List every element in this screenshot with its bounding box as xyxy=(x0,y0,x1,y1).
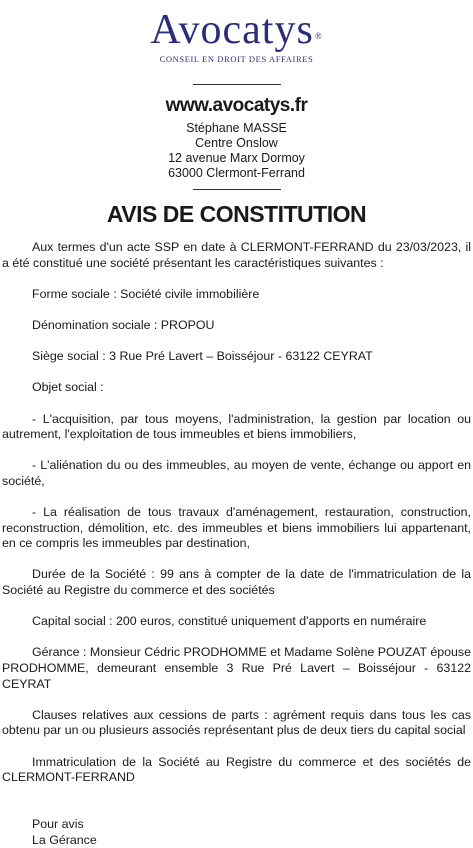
logo-name: Avocatys xyxy=(150,7,314,53)
paragraph: Objet social : xyxy=(32,380,104,395)
paragraph: Clauses relatives aux cessions de parts : agrément requis dans tous les cas obtenu par un ou plusieurs associés représentant plus de deux tiers du capital social xyxy=(2,707,471,738)
address-line: 63000 Clermont-Ferrand xyxy=(168,166,305,180)
website-link[interactable]: www.avocatys.fr xyxy=(165,95,308,116)
address-line: Centre Onslow xyxy=(195,136,278,150)
paragraph: Gérance : Monsieur Cédric PRODHOMME et Madame Solène POUZAT épouse PRODHOMME, demeurant ensemble 3 Rue Pré Lavert – Boisséjour - 63122 CEYRAT xyxy=(2,645,471,691)
divider-top xyxy=(193,84,281,85)
paragraph: Durée de la Société : 99 ans à compter de la date de l'immatriculation de la Société au Registre du commerce et des sociétés xyxy=(2,567,471,598)
paragraph: Siège social : 3 Rue Pré Lavert – Boisséjour - 63122 CEYRAT xyxy=(32,349,373,364)
signature-line: Pour avis xyxy=(32,816,84,831)
paragraph: - L'acquisition, par tous moyens, l'administration, la gestion par location ou autrement, l'exploitation de tous immeubles et biens immobiliers, xyxy=(2,411,471,442)
logo-tagline: CONSEIL EN DROIT DES AFFAIRES xyxy=(159,54,314,64)
address-line: 12 avenue Marx Dormoy xyxy=(168,151,305,165)
paragraph: - La réalisation de tous travaux d'aménagement, restauration, construction, reconstruction, démolition, etc. des immeubles et biens immobiliers lui appartenant, en ce compris les immeubles par destination, xyxy=(2,505,471,551)
paragraph: Capital social : 200 euros, constitué uniquement d'apports en numéraire xyxy=(32,614,427,629)
logo xyxy=(0,8,473,64)
address-line: Stéphane MASSE xyxy=(186,121,287,135)
signature-line: La Gérance xyxy=(32,832,97,847)
paragraph: Aux termes d'un acte SSP en date à CLERMONT-FERRAND du 23/03/2023, il a été constitué une société présentant les caractéristiques suivantes : xyxy=(2,240,471,270)
paragraph: Forme sociale : Société civile immobilière xyxy=(32,286,260,301)
paragraph: - L'aliénation du ou des immeubles, au moyen de vente, échange ou apport en société, xyxy=(2,458,471,488)
notice-body xyxy=(2,240,471,848)
notice-title: AVIS DE CONSTITUTION xyxy=(106,201,367,227)
address-block xyxy=(0,121,473,181)
paragraph: Dénomination sociale : PROPOU xyxy=(32,317,215,332)
paragraph: Immatriculation de la Société au Registre du commerce et des sociétés de CLERMONT-FERRAND xyxy=(2,754,471,785)
divider-middle xyxy=(193,189,281,190)
logo-registered-mark: ® xyxy=(314,31,323,41)
